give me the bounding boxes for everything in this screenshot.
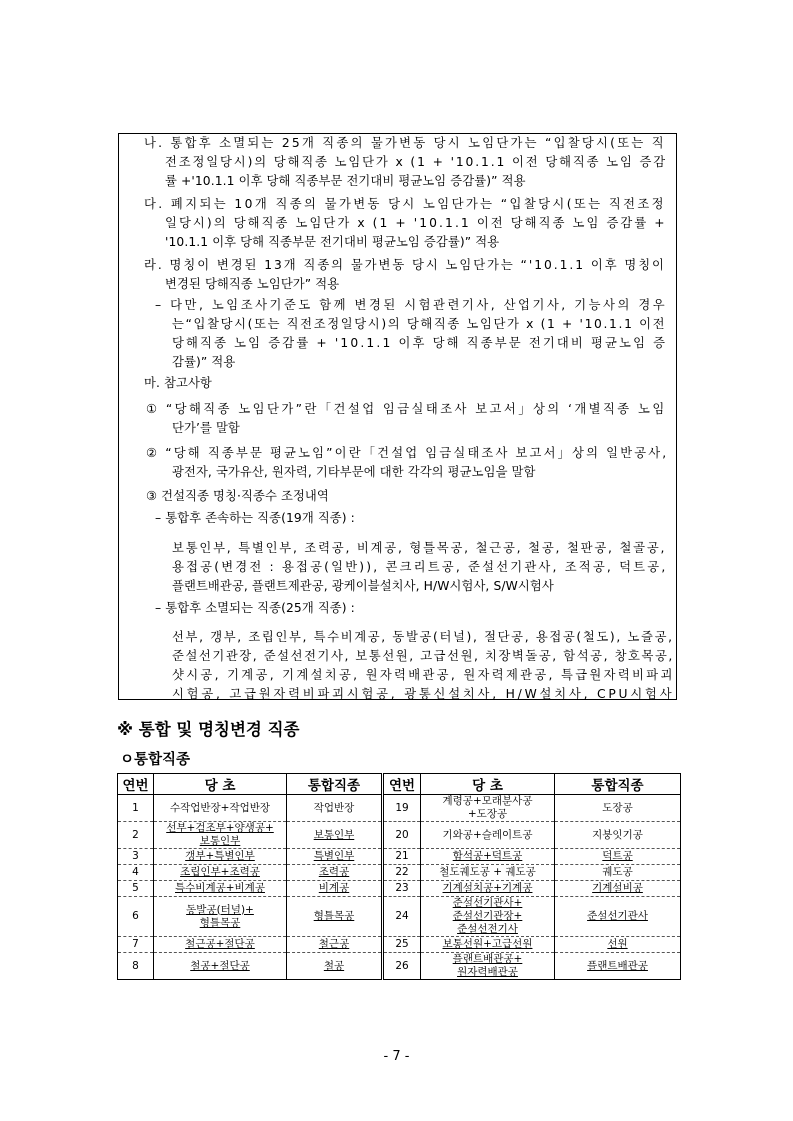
table-header-row bbox=[118, 774, 681, 795]
notes-line: 플랜트배관공, 플랜트제관공, 광케이블설치사, H/W시험사, S/W시험사 bbox=[172, 579, 554, 593]
cell-original bbox=[154, 953, 287, 980]
cell-original bbox=[154, 849, 287, 865]
table-row bbox=[118, 849, 681, 865]
cell-integrated bbox=[555, 881, 681, 897]
cell-integrated bbox=[287, 897, 383, 937]
cell-integrated-text: 플랜트배관공 bbox=[587, 959, 648, 972]
cell-original bbox=[154, 937, 287, 953]
cell-original-text: 준설선기관사+ 준설선기관장+ 준설선전기사 bbox=[452, 897, 523, 935]
notes-line: 전조정일당시)의 당해직종 노임단가 x (1 + '10.1.1 이전 당해직종 노임 증감 bbox=[165, 155, 668, 169]
cell-integrated bbox=[287, 937, 383, 953]
cell-original-text: 철도궤도공 + 궤도공 bbox=[439, 866, 536, 878]
notes-line: – 통합후 존속하는 직종(19개 직종) : bbox=[155, 511, 355, 525]
notes-line: 나. 통합후 소멸되는 25개 직종의 물가변동 당시 노임단가는 “입찰당시(또는 직 bbox=[144, 136, 666, 150]
cell-integrated bbox=[287, 953, 383, 980]
notes-line: 는“입찰당시(또는 직전조정일당시)의 당해직종 노임단가 x (1 + '10.1.1 이전 bbox=[172, 317, 667, 331]
cell-no-text: 23 bbox=[395, 882, 409, 894]
notes-line: 단가’를 말함 bbox=[172, 421, 240, 435]
cell-integrated bbox=[555, 849, 681, 865]
cell-no bbox=[383, 865, 421, 881]
cell-original bbox=[421, 849, 555, 865]
cell-integrated bbox=[287, 865, 383, 881]
cell-original bbox=[421, 865, 555, 881]
cell-integrated-text: 도장공 bbox=[602, 801, 633, 814]
cell-original bbox=[421, 897, 555, 937]
cell-no-text: 21 bbox=[395, 850, 409, 862]
cell-integrated-text: 준설선기관사 bbox=[587, 910, 648, 922]
cell-no-text: 2 bbox=[132, 828, 139, 841]
cell-integrated-text: 궤도공 bbox=[602, 866, 633, 878]
cell-no-text: 7 bbox=[132, 938, 139, 950]
notes-line: 보통인부, 특별인부, 조력공, 비계공, 형틀목공, 철근공, 철공, 철판공, 철골공, bbox=[172, 541, 667, 555]
integration-table bbox=[117, 773, 681, 980]
notes-line: 률 +'10.1.1 이후 당해 직종부문 전기대비 평균노임 증감률)” 적용 bbox=[165, 174, 526, 188]
cell-integrated-text: 선원 bbox=[607, 938, 628, 950]
cell-integrated bbox=[555, 795, 681, 822]
table-row bbox=[118, 822, 681, 849]
table-row bbox=[118, 795, 681, 822]
notes-line: 준설선기관장, 준설선전기사, 보통선원, 고급선원, 치장벽돌공, 함석공, 창호목공, bbox=[172, 649, 674, 663]
page-number: - 7 - bbox=[383, 1049, 410, 1064]
cell-integrated-text: 작업반장 bbox=[313, 801, 355, 814]
header-original: 당 초 bbox=[154, 774, 287, 795]
notes-line: 샷시공, 기계공, 기계설치공, 원자력배관공, 원자력제관공, 특급원자력비파괴 bbox=[172, 668, 675, 682]
cell-no-text: 1 bbox=[132, 801, 139, 814]
notes-line: 다. 폐지되는 10개 직종의 물가변동 당시 노임단가는 “입찰당시(또는 직전조정 bbox=[144, 197, 666, 211]
notes-line: 라. 명칭이 변경된 13개 직종의 물가변동 당시 노임단가는 “'10.1.1 이후 명칭이 bbox=[144, 258, 666, 272]
cell-original-text: 동발공(터널)+ 형틀목공 bbox=[186, 903, 254, 929]
notes-line: ① “당해직종 노임단가”란「건설업 임금실태조사 보고서」상의 ‘개별직종 노임 bbox=[146, 402, 667, 416]
cell-integrated-text: 특별인부 bbox=[313, 850, 355, 862]
cell-integrated bbox=[555, 865, 681, 881]
cell-original bbox=[421, 795, 555, 822]
cell-no bbox=[118, 953, 154, 980]
cell-integrated bbox=[287, 822, 383, 849]
cell-original-text: 기계설치공+기계공 bbox=[442, 882, 533, 894]
cell-original-text: 계령공+모래분사공 +도장공 bbox=[442, 795, 533, 820]
cell-original-text: 철근공+절단공 bbox=[185, 938, 255, 950]
cell-original-text: 기와공+슬레이트공 bbox=[442, 828, 533, 841]
cell-integrated bbox=[555, 822, 681, 849]
cell-no-text: 26 bbox=[395, 959, 409, 972]
table-row bbox=[118, 897, 681, 937]
cell-no bbox=[383, 937, 421, 953]
cell-original-text: 갱부+특별인부 bbox=[185, 850, 255, 862]
cell-no-text: 4 bbox=[132, 866, 139, 878]
notes-line: 마. 참고사항 bbox=[144, 376, 212, 390]
cell-no bbox=[118, 937, 154, 953]
cell-integrated-text: 덕트공 bbox=[602, 850, 633, 862]
notes-line: 변경된 당해직종 노임단가” 적용 bbox=[165, 277, 340, 291]
section-title: ※ 통합 및 명칭변경 직종 bbox=[117, 720, 300, 739]
header-integrated: 통합직종 bbox=[555, 774, 681, 795]
cell-original-text: 보통선원+고급선원 bbox=[442, 938, 533, 950]
cell-no bbox=[383, 953, 421, 980]
cell-original bbox=[154, 865, 287, 881]
cell-integrated-text: 지붕잇기공 bbox=[592, 828, 643, 841]
cell-original-text: 플랜트배관공+ 원자력배관공 bbox=[452, 953, 523, 978]
cell-no-text: 19 bbox=[395, 801, 409, 814]
cell-integrated-text: 보통인부 bbox=[313, 828, 355, 841]
cell-no bbox=[118, 881, 154, 897]
notes-line: '10.1.1 이후 당해 직종부문 전기대비 평균노임 증감률)” 적용 bbox=[165, 235, 500, 249]
cell-no-text: 6 bbox=[132, 910, 139, 922]
table-row bbox=[118, 881, 681, 897]
cell-no bbox=[383, 822, 421, 849]
cell-no bbox=[118, 897, 154, 937]
table-row bbox=[118, 937, 681, 953]
table-row bbox=[118, 953, 681, 980]
cell-original-text: 선부+검조부+양생공+ 보통인부 bbox=[166, 822, 274, 847]
cell-original bbox=[421, 937, 555, 953]
cell-original bbox=[421, 822, 555, 849]
cell-no bbox=[383, 897, 421, 937]
cell-original bbox=[154, 822, 287, 849]
notes-line: – 통합후 소멸되는 직종(25개 직종) : bbox=[155, 601, 355, 615]
cell-original bbox=[154, 795, 287, 822]
notes-line: 광전자, 국가유산, 원자력, 기타부문에 대한 각각의 평균노임을 말함 bbox=[172, 465, 536, 479]
cell-original-text: 조립인부+조력공 bbox=[180, 866, 260, 878]
cell-no bbox=[383, 795, 421, 822]
cell-integrated bbox=[555, 897, 681, 937]
cell-no bbox=[118, 865, 154, 881]
cell-integrated bbox=[555, 953, 681, 980]
cell-no bbox=[118, 795, 154, 822]
cell-no-text: 25 bbox=[395, 938, 409, 950]
notes-line: ② “당해 직종부문 평균노임”이란「건설업 임금실태조사 보고서」상의 일반공사, bbox=[146, 446, 669, 460]
cell-original bbox=[154, 881, 287, 897]
cell-integrated bbox=[287, 881, 383, 897]
notes-line: 일당시)의 당해직종 노임단가 x (1 + '10.1.1 이전 당해직종 노임 증감률 + bbox=[165, 216, 667, 230]
notes-line: 당해직종 노임 증감률 + '10.1.1 이후 당해 직종부문 전기대비 평균노임 증 bbox=[172, 336, 668, 350]
cell-integrated bbox=[555, 937, 681, 953]
header-no: 연번 bbox=[383, 774, 421, 795]
cell-no-text: 22 bbox=[395, 866, 409, 878]
cell-integrated-text: 조력공 bbox=[318, 866, 350, 878]
cell-original bbox=[154, 897, 287, 937]
cell-integrated-text: 철근공 bbox=[318, 938, 350, 950]
cell-no bbox=[118, 822, 154, 849]
header-integrated: 통합직종 bbox=[287, 774, 383, 795]
cell-integrated bbox=[287, 849, 383, 865]
cell-no-text: 20 bbox=[395, 828, 409, 841]
cell-original-text: 함석공+덕트공 bbox=[452, 850, 523, 862]
notes-line: 감률)” 적용 bbox=[172, 355, 236, 369]
cell-original-text: 수작업반장+작업반장 bbox=[169, 801, 271, 814]
notes-line: 시험공, 고급원자력비파괴시험공, 광통신설치사, H/W설치사, CPU시험사 bbox=[172, 687, 675, 701]
cell-integrated-text: 비계공 bbox=[318, 882, 350, 894]
cell-no-text: 5 bbox=[132, 882, 139, 894]
subsection-title: ㅇ통합직종 bbox=[120, 752, 191, 768]
header-no: 연번 bbox=[118, 774, 154, 795]
cell-no bbox=[118, 849, 154, 865]
notes-line: 용접공(변경전 : 용접공(일반)), 콘크리트공, 준설선기관사, 조적공, 덕트공, bbox=[172, 560, 668, 574]
header-original: 당 초 bbox=[421, 774, 555, 795]
cell-no-text: 24 bbox=[395, 910, 409, 922]
cell-integrated-text: 철공 bbox=[323, 959, 345, 972]
cell-original bbox=[421, 881, 555, 897]
cell-no bbox=[383, 881, 421, 897]
notes-line: ③ 건설직종 명칭·직종수 조정내역 bbox=[146, 489, 329, 503]
table-row bbox=[118, 865, 681, 881]
notes-line: 선부, 갱부, 조립인부, 특수비계공, 동발공(터널), 절단공, 용접공(철도), 노즐공, bbox=[172, 630, 674, 644]
cell-original bbox=[421, 953, 555, 980]
notes-line: – 다만, 노임조사기준도 함께 변경된 시험관련기사, 산업기사, 기능사의 경우 bbox=[155, 298, 668, 312]
cell-integrated bbox=[287, 795, 383, 822]
cell-original-text: 철공+절단공 bbox=[190, 959, 250, 972]
cell-integrated-text: 기계설비공 bbox=[592, 882, 643, 894]
cell-original-text: 특수비계공+비계공 bbox=[175, 882, 265, 894]
cell-no-text: 3 bbox=[132, 850, 139, 862]
cell-integrated-text: 형틀목공 bbox=[313, 910, 355, 922]
cell-no-text: 8 bbox=[132, 959, 139, 972]
cell-no bbox=[383, 849, 421, 865]
